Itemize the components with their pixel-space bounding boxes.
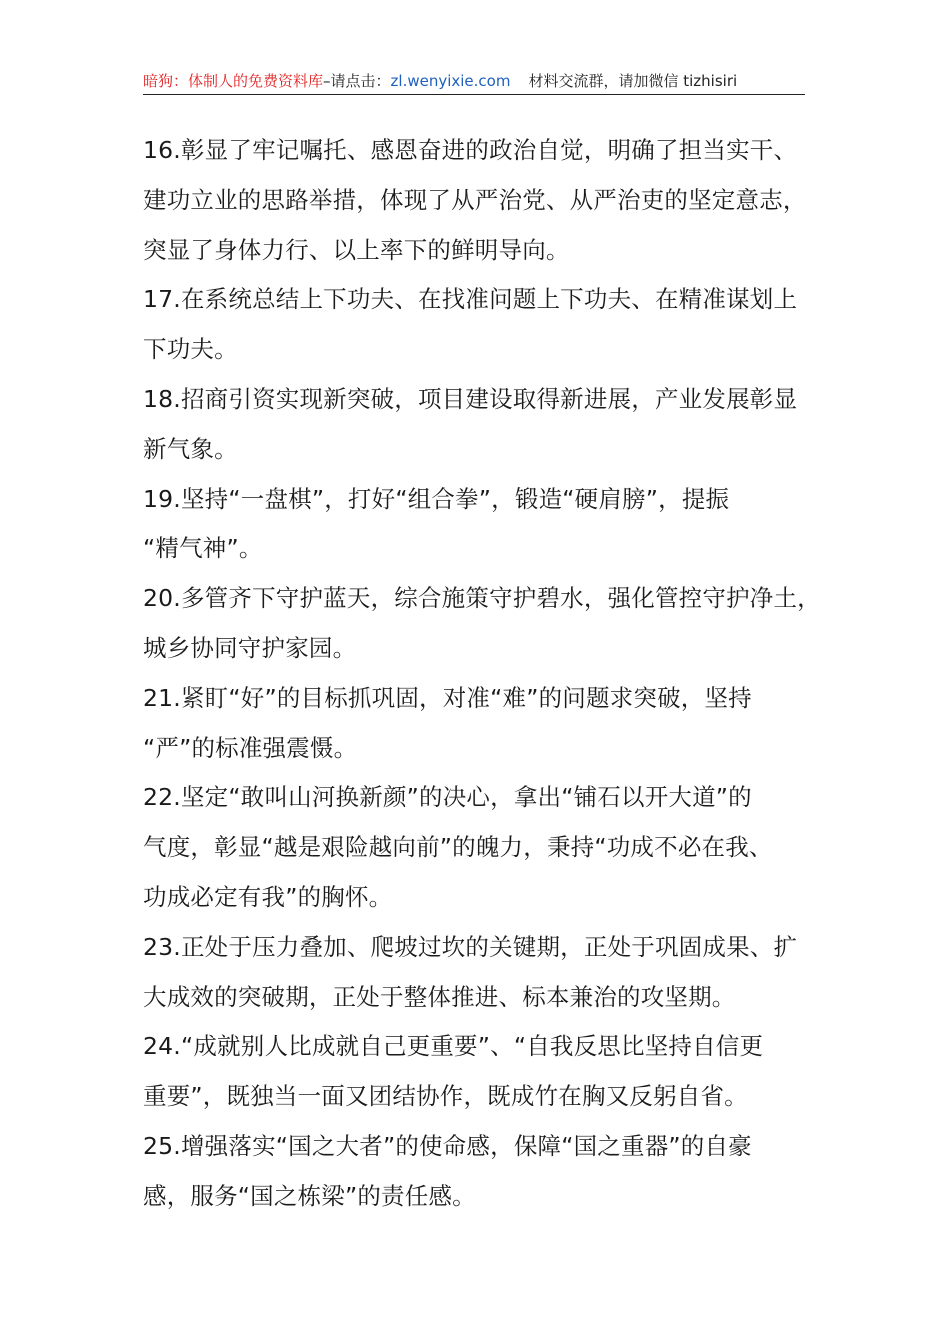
item-19 (143, 475, 813, 575)
item-23 (143, 923, 813, 1023)
item-line: 突显了身体力行、以上率下的鲜明导向。 (143, 235, 570, 264)
item-line: 气度，彰显“越是艰险越向前”的魄力，秉持“功成不必在我、 (143, 833, 773, 862)
header-brand: 暗狗：体制人的免费资料库 (143, 72, 324, 90)
item-24 (143, 1022, 813, 1122)
item-21 (143, 674, 813, 774)
item-line: 大成效的突破期，正处于整体推进、标本兼治的攻坚期。 (143, 982, 736, 1011)
item-line: 17.在系统总结上下功夫、在找准问题上下功夫、在精准谋划上 (143, 285, 798, 314)
item-line: 新气象。 (143, 434, 238, 463)
item-18 (143, 375, 813, 475)
header-contact: 材料交流群，请加微信 tizhisiri (528, 72, 738, 90)
item-line: 20.多管齐下守护蓝天，综合施策守护碧水，强化管控守护净土， (143, 584, 821, 613)
item-22 (143, 773, 813, 922)
item-line: 24.“成就别人比成就自己更重要”、“自我反思比坚持自信更 (143, 1032, 764, 1061)
header-link[interactable]: zl.wenyixie.com (390, 72, 511, 90)
header-prompt: –请点击： (323, 72, 391, 90)
item-line: 建功立业的思路举措，体现了从严治党、从严治吏的坚定意志， (143, 185, 807, 214)
item-20 (143, 574, 821, 674)
item-line: 21.紧盯“好”的目标抓巩固，对准“难”的问题求突破，坚持 (143, 683, 752, 712)
item-17 (143, 275, 813, 375)
item-line: 重要”，既独当一面又团结协作，既成竹在胸又反躬自省。 (143, 1082, 748, 1111)
item-line: 感，服务“国之栋梁”的责任感。 (143, 1181, 476, 1210)
item-line: 城乡协同守护家园。 (143, 633, 357, 662)
item-line: 功成必定有我”的胸怀。 (143, 882, 393, 911)
item-line: 下功夫。 (143, 335, 238, 364)
item-line: 19.坚持“一盘棋”，打好“组合拳”，锻造“硬肩膀”，提振 (143, 484, 730, 513)
item-25 (143, 1122, 813, 1222)
item-line: “严”的标准强震慑。 (143, 733, 358, 762)
item-line: “精气神”。 (143, 534, 263, 563)
item-16 (143, 126, 813, 275)
item-line: 18.招商引资实现新突破，项目建设取得新进展，产业发展彰显 (143, 384, 798, 413)
document-body (143, 126, 821, 1222)
item-line: 22.坚定“敢叫山河换新颜”的决心，拿出“铺石以开大道”的 (143, 783, 752, 812)
item-line: 23.正处于压力叠加、爬坡过坎的关键期，正处于巩固成果、扩 (143, 932, 798, 961)
item-line: 16.彰显了牢记嘱托、感恩奋进的政治自觉，明确了担当实干、 (143, 136, 798, 164)
item-line: 25.增强落实“国之大者”的使命感，保障“国之重器”的自豪 (143, 1131, 752, 1160)
page-header (143, 68, 805, 95)
